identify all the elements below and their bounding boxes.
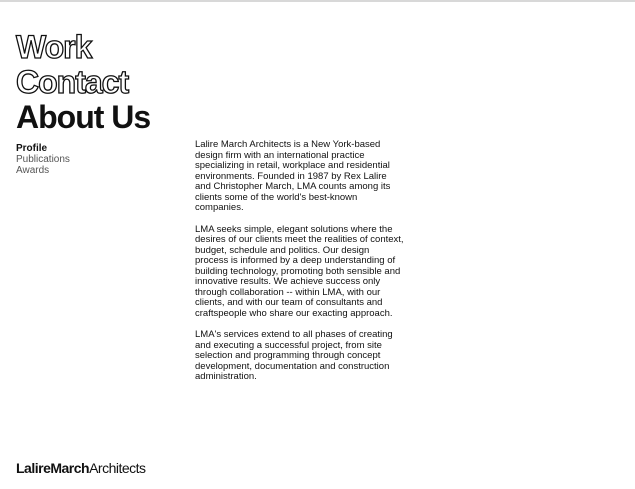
profile-paragraph-2: LMA seeks simple, elegant solutions where the desires of our clients meet the realities of context, budget, schedule and politics. Our design process is informed by a deep understanding of building technology, promoting both sensible and innovative results. We achieve success only through collaboration -- within LMA, with our clients, and with our team of consultants and craftspeople who share our exacting approach.: [195, 223, 404, 319]
nav-work-link[interactable]: Work: [16, 29, 92, 65]
subnav-profile-link[interactable]: Profile: [16, 143, 48, 154]
subnav-awards-link[interactable]: Awards: [16, 165, 50, 176]
nav-about-us-link[interactable]: About Us: [16, 99, 151, 135]
nav-contact-link[interactable]: Contact: [16, 64, 129, 100]
logo-word-architects: Architects: [89, 460, 146, 476]
profile-paragraph-3: LMA's services extend to all phases of creating and executing a successful project, from site selection and programming through concept development, documentation and construction administration.: [195, 329, 393, 382]
subnav-publications-link[interactable]: Publications: [16, 154, 70, 165]
logo-word-lalire: Lalire: [16, 460, 51, 476]
main-navigation: [16, 30, 150, 135]
about-sub-navigation: [16, 143, 70, 176]
logo-word-march: March: [50, 460, 90, 476]
company-logo[interactable]: [16, 460, 146, 476]
profile-paragraph-1: Lalire March Architects is a New York-based design firm with an international practice specializing in retail, workplace and residential environments. Founded in 1987 by Rex Lalire and Christopher March, LMA counts among its clients some of the world's best-known companies.: [195, 139, 391, 213]
top-divider: [0, 0, 635, 2]
profile-content: [195, 140, 405, 394]
